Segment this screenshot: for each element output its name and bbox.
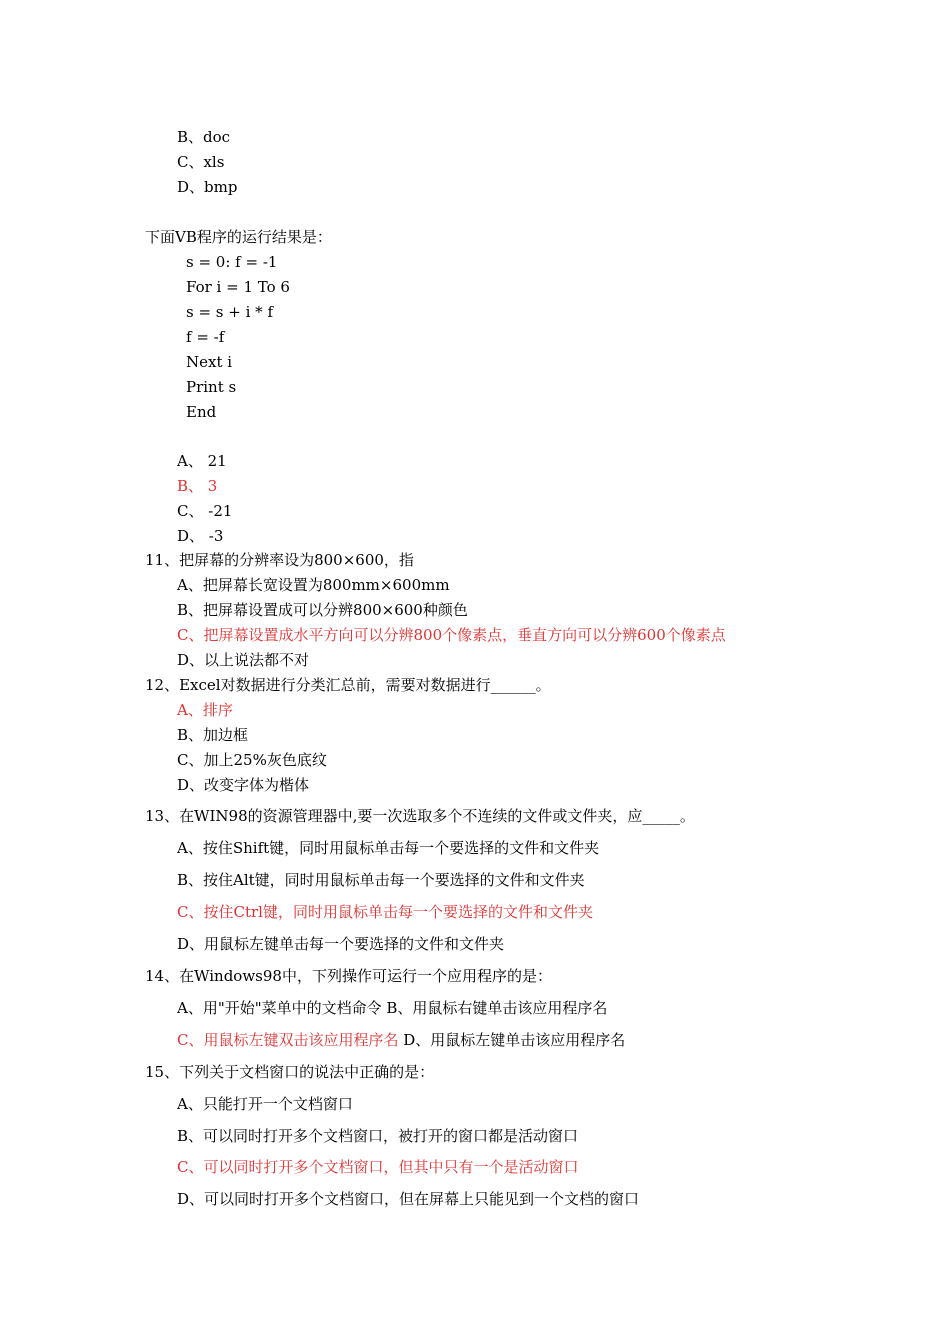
option-a: A、把屏幕长宽设置为800mm×600mm bbox=[177, 576, 450, 594]
code-line: Next i bbox=[186, 353, 233, 371]
option-c: C、加上25%灰色底纹 bbox=[177, 751, 327, 769]
option-d: D、用鼠标左键单击该应用程序名 bbox=[398, 1031, 626, 1049]
option-d: D、 -3 bbox=[177, 527, 224, 545]
question-stem: 14、在Windows98中，下列操作可运行一个应用程序的是： bbox=[145, 967, 552, 985]
question-stem: 下面VB程序的运行结果是： bbox=[145, 228, 332, 246]
options-line-ab: A、用"开始"菜单中的文档命令 B、用鼠标右键单击该应用程序名 bbox=[177, 999, 608, 1017]
option-c-answer: C、按住Ctrl键，同时用鼠标单击每一个要选择的文件和文件夹 bbox=[177, 903, 593, 921]
code-line: For i = 1 To 6 bbox=[186, 278, 290, 296]
option-b-answer: B、 3 bbox=[177, 477, 218, 495]
question-stem: 13、在WIN98的资源管理器中,要一次选取多个不连续的文件或文件夹，应_____。 bbox=[145, 807, 695, 825]
option-d: D、以上说法都不对 bbox=[177, 651, 310, 669]
code-line: End bbox=[186, 403, 217, 421]
question-stem: 11、把屏幕的分辨率设为800×600，指 bbox=[145, 551, 414, 569]
option-b: B、把屏幕设置成可以分辨800×600种颜色 bbox=[177, 601, 468, 619]
option-d: D、bmp bbox=[177, 178, 238, 196]
option-d: D、可以同时打开多个文档窗口，但在屏幕上只能见到一个文档的窗口 bbox=[177, 1190, 640, 1208]
option-c: C、xls bbox=[177, 153, 225, 171]
option-c-answer: C、用鼠标左键双击该应用程序名 bbox=[177, 1031, 399, 1049]
option-b: B、加边框 bbox=[177, 726, 249, 744]
option-b: B、doc bbox=[177, 128, 231, 146]
option-a: A、只能打开一个文档窗口 bbox=[177, 1095, 353, 1113]
code-line: f = -f bbox=[186, 328, 225, 346]
option-a: A、按住Shift键，同时用鼠标单击每一个要选择的文件和文件夹 bbox=[177, 839, 600, 857]
option-c-answer: C、可以同时打开多个文档窗口，但其中只有一个是活动窗口 bbox=[177, 1158, 579, 1176]
question-stem: 15、下列关于文档窗口的说法中正确的是： bbox=[145, 1063, 435, 1081]
option-d: D、用鼠标左键单击每一个要选择的文件和文件夹 bbox=[177, 935, 505, 953]
option-d: D、改变字体为楷体 bbox=[177, 776, 310, 794]
code-line: s = 0: f = -1 bbox=[186, 253, 278, 271]
option-c-answer: C、把屏幕设置成水平方向可以分辨800个像素点，垂直方向可以分辨600个像素点 bbox=[177, 626, 726, 644]
option-c: C、 -21 bbox=[177, 502, 233, 520]
question-stem: 12、Excel对数据进行分类汇总前，需要对数据进行______。 bbox=[145, 676, 551, 694]
code-line: Print s bbox=[186, 378, 237, 396]
code-line: s = s + i * f bbox=[186, 303, 273, 321]
option-b: B、按住Alt键，同时用鼠标单击每一个要选择的文件和文件夹 bbox=[177, 871, 585, 889]
option-a: A、 21 bbox=[177, 452, 227, 470]
option-b: B、可以同时打开多个文档窗口，被打开的窗口都是活动窗口 bbox=[177, 1127, 579, 1145]
option-a-answer: A、排序 bbox=[177, 701, 233, 719]
options-line-cd bbox=[177, 1030, 625, 1050]
